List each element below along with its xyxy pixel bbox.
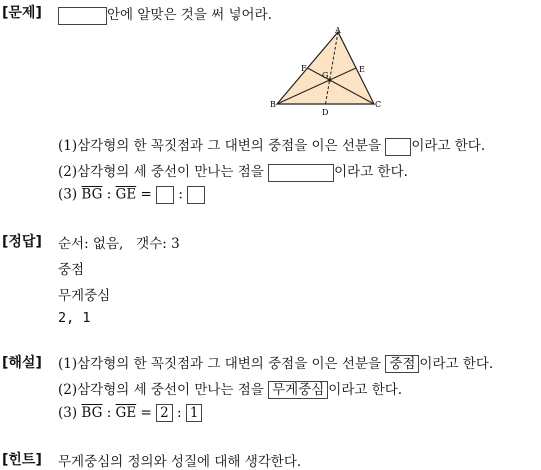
question-item-2 xyxy=(58,160,408,182)
item-prefix: (3) xyxy=(58,405,78,421)
question-item-1 xyxy=(58,134,485,156)
item-text-after: 이라고 한다. xyxy=(328,382,403,398)
item-prefix: (2) xyxy=(58,164,78,180)
item-prefix: (1) xyxy=(58,356,78,372)
ratio-colon: : xyxy=(106,186,112,203)
item-text-after: 이라고 한다. xyxy=(419,356,494,372)
ratio-colon: : xyxy=(178,186,183,203)
segment-bg: $\overline{BG}$ xyxy=(81,405,103,421)
point-label-f: F xyxy=(301,64,307,73)
blank-box xyxy=(156,186,174,204)
blank-box xyxy=(385,138,411,156)
answer-box: 2 xyxy=(156,404,173,422)
hint-text: 무게중심의 정의와 성질에 대해 생각한다. xyxy=(58,454,302,470)
explanation-item-3 xyxy=(58,404,202,422)
answer-box: 무게중심 xyxy=(268,381,328,399)
explanation-item-1 xyxy=(58,352,493,373)
item-text-after: 이라고 한다. xyxy=(411,138,486,154)
answer-box: 중점 xyxy=(385,355,419,373)
point-label-e: E xyxy=(359,65,365,74)
item-text: 삼각형의 세 중선이 만나는 점을 xyxy=(77,382,264,398)
answer-box: 1 xyxy=(186,404,203,422)
segment-ge: $\overline{GE}$ xyxy=(115,405,137,421)
question-item-3 xyxy=(58,186,205,204)
point-label-g: G xyxy=(322,71,329,80)
point-label-c: C xyxy=(375,100,382,109)
blank-box xyxy=(187,186,205,204)
item-prefix: (1) xyxy=(58,138,78,154)
answer-meta: 순서: 없음, 갯수: 3 xyxy=(58,236,180,252)
explanation-label: [해설] xyxy=(2,355,42,371)
item-text: 삼각형의 한 꼭짓점과 그 대변의 중점을 이은 선분을 xyxy=(77,138,382,154)
centroid-point xyxy=(328,78,332,82)
ratio-colon: : xyxy=(176,405,182,421)
item-text-after: 이라고 한다. xyxy=(334,164,408,180)
ratio-colon: : xyxy=(106,405,112,421)
equals-sign: = xyxy=(140,186,152,203)
answer-value-3: 2, 1 xyxy=(58,310,91,326)
instruction-text: 안에 알맞은 것을 써 넣어라. xyxy=(107,7,272,23)
question-instruction xyxy=(58,3,272,25)
answer-value-1: 중점 xyxy=(58,262,85,278)
item-prefix: (3) xyxy=(58,186,78,203)
answer-label: [정답] xyxy=(2,234,42,250)
point-label-a: A xyxy=(335,26,341,35)
hint-label: [힌트] xyxy=(2,452,42,468)
blank-box xyxy=(58,7,107,25)
segment-ge: $\overline{GE}$ xyxy=(115,186,137,203)
item-text: 삼각형의 세 중선이 만나는 점을 xyxy=(77,164,264,180)
item-text: 삼각형의 한 꼭짓점과 그 대변의 중점을 이은 선분을 xyxy=(77,356,382,372)
equals-sign: = xyxy=(140,405,152,421)
point-label-d: D xyxy=(322,108,329,116)
question-label: [문제] xyxy=(2,5,42,21)
point-label-b: B xyxy=(270,100,276,109)
explanation-item-2 xyxy=(58,378,402,399)
item-prefix: (2) xyxy=(58,382,78,398)
segment-bg: $\overline{BG}$ xyxy=(81,186,103,203)
blank-box xyxy=(268,164,334,182)
triangle-figure xyxy=(262,24,392,116)
answer-value-2: 무게중심 xyxy=(58,288,111,304)
